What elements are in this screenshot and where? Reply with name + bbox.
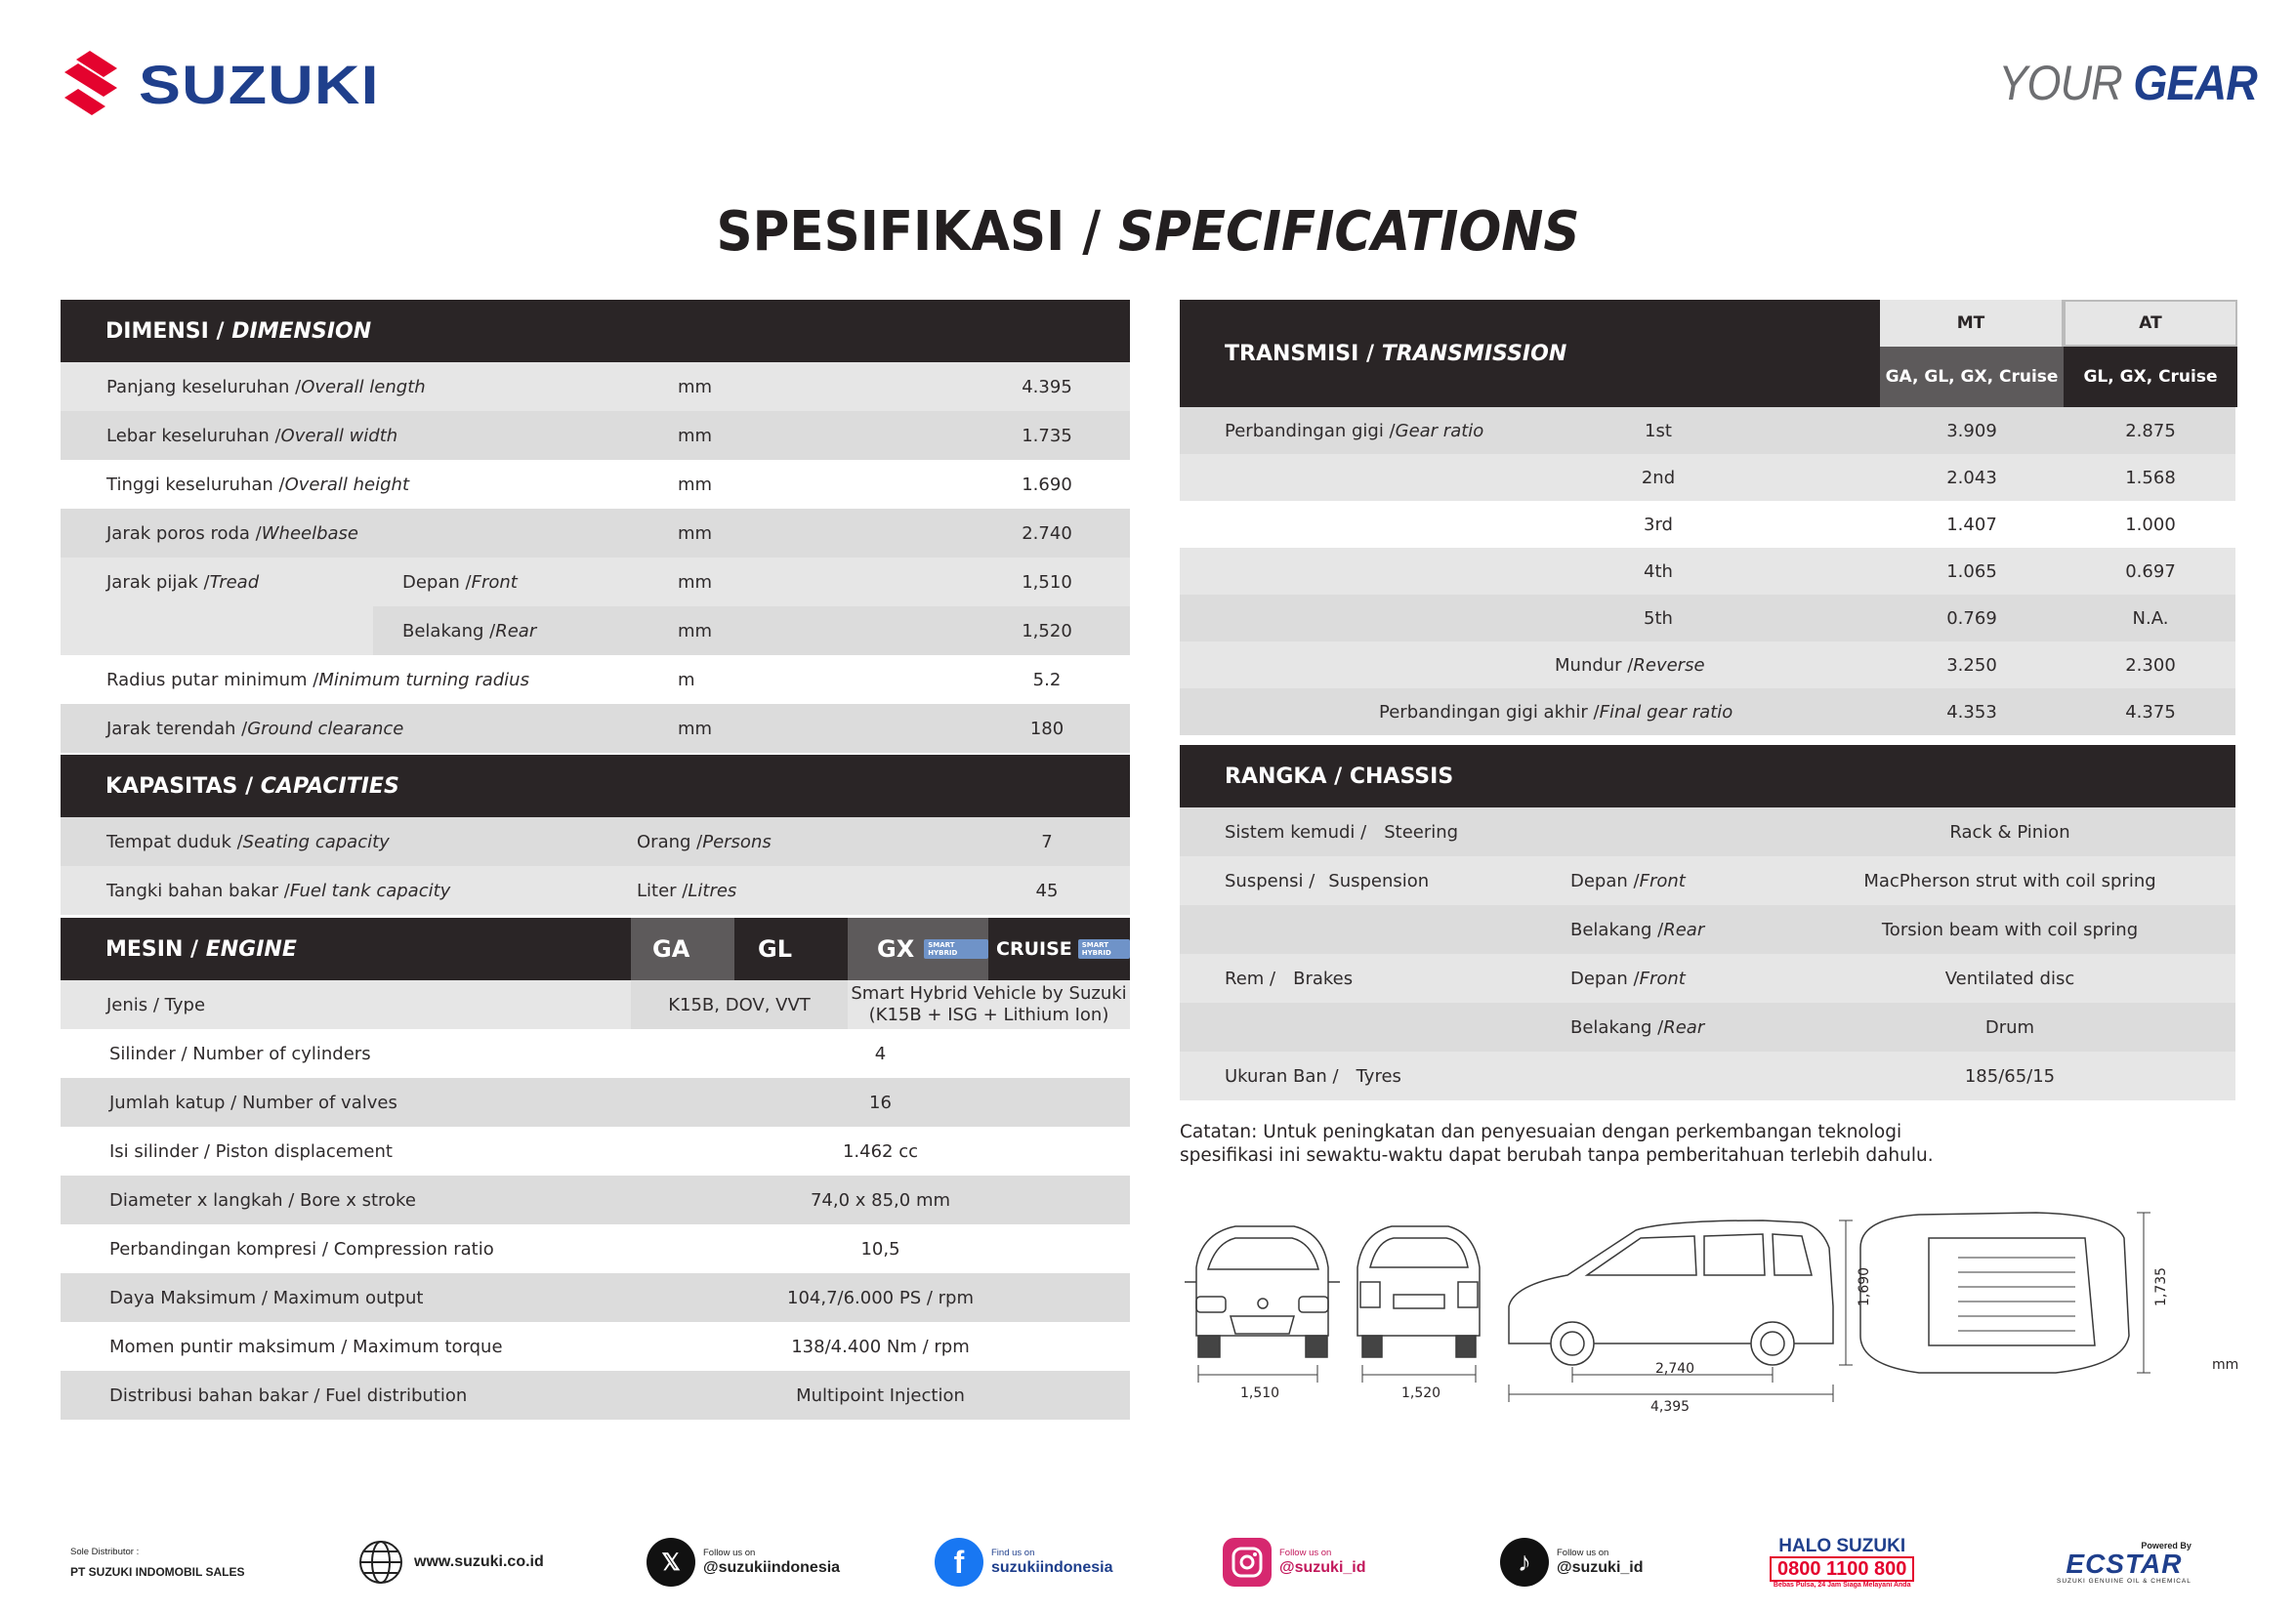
page-title-id: SPESIFIKASI / xyxy=(716,200,1118,264)
ig-texts xyxy=(1279,1548,1366,1577)
at-value: 1.568 xyxy=(2125,467,2176,488)
footnote-line: Catatan: Untuk peningkatan dan penyesuaian dengan perkembangan teknologi xyxy=(1180,1122,1902,1142)
table-row xyxy=(1180,454,2235,501)
capacities-table xyxy=(61,817,1130,915)
website-text: www.suzuki.co.id xyxy=(414,1553,544,1570)
table-row xyxy=(373,606,1130,655)
tagline-your: YOUR xyxy=(1998,56,2122,110)
dimension-header xyxy=(61,300,1130,362)
row-value: Multipoint Injection xyxy=(796,1385,965,1406)
row-value: 1.690 xyxy=(1022,474,1072,495)
row-value: MacPherson strut with coil spring xyxy=(1863,870,2156,891)
fb-texts xyxy=(991,1548,1112,1577)
row-value: K15B, DOV, VVT xyxy=(668,994,811,1015)
table-row xyxy=(61,411,1130,460)
brand-wordmark: SUZUKI xyxy=(139,54,380,115)
ig-label: Follow us on xyxy=(1279,1548,1332,1558)
row-value: 180 xyxy=(1029,718,1065,739)
table-row xyxy=(1180,807,2235,856)
row-value: 4.395 xyxy=(1022,376,1072,397)
facebook-link[interactable] xyxy=(935,1533,1112,1591)
mt-value: 1.065 xyxy=(1946,560,1997,582)
row-unit: Orang / Persons xyxy=(637,831,772,852)
engine-title: MESIN / ENGINE xyxy=(105,936,297,962)
engine-table xyxy=(61,980,1130,1420)
row-value: 1.735 xyxy=(1022,425,1072,446)
tiktok-link[interactable] xyxy=(1500,1533,1644,1591)
table-row xyxy=(1180,407,2235,454)
side-view-drawing xyxy=(1509,1220,1833,1365)
at-value: 0.697 xyxy=(2125,560,2176,582)
dimension-table xyxy=(61,362,1130,753)
ecstar-sub: SUZUKI GENUINE OIL & CHEMICAL xyxy=(2057,1577,2192,1585)
halo-number: 0800 1100 800 xyxy=(1770,1556,1914,1582)
transmission-table xyxy=(1180,407,2235,745)
engine-type-cell xyxy=(631,980,848,1029)
row-label: Momen puntir maksimum / Maximum torque xyxy=(109,1336,503,1357)
dimension-title-en: DIMENSION xyxy=(231,318,372,344)
x-texts xyxy=(703,1548,840,1577)
at-value: 2.875 xyxy=(2125,420,2176,441)
dim-unit: mm xyxy=(2212,1357,2239,1373)
table-row xyxy=(1180,1052,2235,1100)
row-label: Tangki bahan bakar / Fuel tank capacity xyxy=(106,880,451,901)
grades-at: GL, GX, Cruise xyxy=(2064,347,2237,407)
row-value: Torsion beam with coil spring xyxy=(1881,919,2139,940)
mt-value: 0.769 xyxy=(1946,607,1997,629)
row-label: Lebar keseluruhan / Overall width xyxy=(106,425,398,446)
table-row xyxy=(61,655,1130,704)
tagline-gear: GEAR xyxy=(2133,56,2257,110)
table-row xyxy=(1180,856,2235,905)
mt-value: 3.909 xyxy=(1946,420,1997,441)
table-row xyxy=(61,1176,1130,1224)
gear-name: 5th xyxy=(1644,607,1673,629)
rear-view-drawing xyxy=(1357,1226,1480,1357)
website-link[interactable] xyxy=(357,1533,544,1591)
row-sublabel: Depan / Front xyxy=(1570,870,1686,891)
distributor-label: Sole Distributor : xyxy=(70,1547,140,1557)
footnote-line: spesifikasi ini sewaktu-waktu dapat berubah tanpa pemberitahuan terlebih dahulu. xyxy=(1180,1145,1934,1166)
top-view-drawing xyxy=(1860,1213,2129,1373)
mt-value: 4.353 xyxy=(1946,701,1997,723)
table-row xyxy=(1180,501,2235,548)
instagram-icon xyxy=(1223,1538,1272,1587)
col-mt: MT xyxy=(1880,300,2064,347)
table-row xyxy=(61,509,1130,558)
row-label: Jarak terendah / Ground clearance xyxy=(106,718,404,739)
row-label: Diameter x langkah / Bore x stroke xyxy=(109,1189,416,1211)
facebook-icon: f xyxy=(935,1538,983,1587)
mt-value: 2.043 xyxy=(1946,467,1997,488)
table-row xyxy=(61,1029,1130,1078)
table-row xyxy=(1180,905,2235,954)
row-unit: mm xyxy=(678,425,713,446)
grade-ga: GA xyxy=(631,918,734,980)
fb-handle: suzukiindonesia xyxy=(991,1559,1113,1576)
engine-type-cell xyxy=(848,980,1130,1029)
table-row xyxy=(61,1078,1130,1127)
table-row xyxy=(61,980,631,1029)
row-label: Isi silinder / Piston displacement xyxy=(109,1140,393,1162)
row-label: Radius putar minimum / Minimum turning radius xyxy=(106,669,529,690)
halo-suzuki-hotline[interactable] xyxy=(1770,1533,1914,1591)
row-label: Perbandingan gigi akhir / Final gear ratio xyxy=(1379,701,1733,723)
row-value: 138/4.400 Nm / rpm xyxy=(791,1336,970,1357)
at-value: 2.300 xyxy=(2125,654,2176,676)
ig-handle: @suzuki_id xyxy=(1279,1559,1366,1576)
row-value: 45 xyxy=(1035,880,1059,901)
row-value: 104,7/6.000 PS / rpm xyxy=(787,1287,974,1308)
page-title-en: SPECIFICATIONS xyxy=(1117,200,1580,264)
row-unit: mm xyxy=(678,474,713,495)
sole-distributor xyxy=(70,1533,244,1591)
row-label: Panjang keseluruhan / Overall length xyxy=(106,376,426,397)
row-sublabel: Belakang / Rear xyxy=(1570,1016,1705,1038)
dimension-title: DIMENSI / xyxy=(105,318,225,344)
table-row xyxy=(1180,595,2235,641)
row-label: Jarak pijak / Tread xyxy=(106,571,260,593)
table-row xyxy=(373,558,1130,606)
dim-wheelbase: 2,740 xyxy=(1655,1361,1695,1377)
table-row xyxy=(61,704,1130,753)
table-row xyxy=(1180,954,2235,1003)
instagram-link[interactable] xyxy=(1223,1533,1366,1591)
dim-width: 1,735 xyxy=(2153,1266,2169,1306)
row-label: Suspensi / Suspension xyxy=(1225,870,1430,891)
row-label: Perbandingan kompresi / Compression ratio xyxy=(109,1238,494,1260)
row-unit: mm xyxy=(678,376,713,397)
table-row xyxy=(61,1322,1130,1371)
col-at: AT xyxy=(2064,300,2237,347)
x-label: Follow us on xyxy=(703,1548,756,1558)
row-value: 16 xyxy=(869,1092,892,1113)
hybrid-badge: SMART HYBRID xyxy=(1078,939,1130,959)
row-value: Ventilated disc xyxy=(1944,968,2075,989)
engine-header xyxy=(61,918,1130,980)
table-row xyxy=(61,1371,1130,1420)
row-unit: mm xyxy=(678,571,713,593)
chassis-table xyxy=(1180,807,2235,1100)
dim-height: 1,690 xyxy=(1857,1266,1872,1306)
dim-front-tread: 1,510 xyxy=(1240,1385,1280,1401)
row-label: Silinder / Number of cylinders xyxy=(109,1043,371,1064)
table-row xyxy=(1180,1003,2235,1052)
grade-cruise: CRUISE SMART HYBRID xyxy=(988,918,1130,980)
row-sublabel: Belakang / Rear xyxy=(402,620,537,641)
hybrid-badge: SMART HYBRID xyxy=(924,939,988,959)
mt-value: 3.250 xyxy=(1946,654,1997,676)
at-value: 1.000 xyxy=(2125,514,2176,535)
row-value: 7 xyxy=(1041,831,1053,852)
chassis-title: RANGKA / CHASSIS xyxy=(1225,764,1454,789)
row-value: Drum xyxy=(1984,1016,2035,1038)
row-label: Tempat duduk / Seating capacity xyxy=(106,831,390,852)
table-row xyxy=(61,1273,1130,1322)
x-icon: 𝕏 xyxy=(647,1538,695,1587)
table-row xyxy=(61,362,1130,411)
distributor-name: PT SUZUKI INDOMOBIL SALES xyxy=(70,1565,245,1579)
gear-name: 4th xyxy=(1644,560,1673,582)
tiktok-icon: ♪ xyxy=(1500,1538,1549,1587)
x-social-link[interactable] xyxy=(647,1533,840,1591)
row-unit: mm xyxy=(678,522,713,544)
x-handle: @suzukiindonesia xyxy=(703,1559,841,1576)
gear-name: 2nd xyxy=(1641,467,1676,488)
row-unit: Liter / Litres xyxy=(637,880,737,901)
transmission-title: TRANSMISI / TRANSMISSION xyxy=(1180,300,1880,407)
capacities-title: KAPASITAS / xyxy=(105,773,254,799)
row-value: 5.2 xyxy=(1032,669,1062,690)
chassis-header xyxy=(1180,745,2235,807)
row-value: Smart Hybrid Vehicle by Suzuki (K15B + ISG + Lithium Ion) xyxy=(851,983,1127,1025)
transmission-header xyxy=(1180,300,2235,407)
table-row xyxy=(1180,641,2235,688)
table-row xyxy=(61,460,1130,509)
suzuki-s-icon xyxy=(57,51,125,115)
table-row xyxy=(61,866,1130,915)
tagline xyxy=(1999,55,2257,111)
row-sublabel: Depan / Front xyxy=(402,571,518,593)
vehicle-dimension-drawings xyxy=(1177,1209,2271,1414)
row-unit: mm xyxy=(678,620,713,641)
row-value: Rack & Pinion xyxy=(1949,821,2070,843)
gear-name: 3rd xyxy=(1644,514,1673,535)
capacities-header xyxy=(61,755,1130,817)
row-sublabel: Belakang / Rear xyxy=(1570,919,1705,940)
dim-rear-tread: 1,520 xyxy=(1401,1385,1441,1401)
row-unit: m xyxy=(678,669,695,690)
grades-mt: GA, GL, GX, Cruise xyxy=(1880,347,2064,407)
footnote xyxy=(1180,1121,2254,1168)
row-value: 2.740 xyxy=(1022,522,1072,544)
capacities-title-en: CAPACITIES xyxy=(260,773,399,799)
tt-handle: @suzuki_id xyxy=(1557,1559,1644,1576)
page-title xyxy=(92,200,2204,264)
gear-name: 1st xyxy=(1645,420,1672,441)
table-row xyxy=(1180,688,2235,735)
table-row xyxy=(1180,548,2235,595)
dim-length: 4,395 xyxy=(1650,1399,1691,1414)
row-value: 1,520 xyxy=(1022,620,1072,641)
row-label: Mundur / Reverse xyxy=(1555,654,1705,676)
at-value: N.A. xyxy=(2132,607,2169,629)
at-value: 4.375 xyxy=(2125,701,2176,723)
grade-gl: GL xyxy=(758,935,792,963)
halo-title: HALO SUZUKI xyxy=(1778,1535,1906,1556)
row-label: Rem / Brakes xyxy=(1225,968,1354,989)
suzuki-logo xyxy=(57,51,408,119)
row-value: 4 xyxy=(874,1043,887,1064)
fb-label: Find us on xyxy=(991,1548,1035,1558)
ecstar-logo xyxy=(2057,1533,2192,1591)
row-value: 1,510 xyxy=(1022,571,1072,593)
row-label: Sistem kemudi / Steering xyxy=(1225,821,1459,843)
tt-label: Follow us on xyxy=(1557,1548,1609,1558)
row-sublabel: Depan / Front xyxy=(1570,968,1686,989)
tt-texts xyxy=(1557,1548,1644,1577)
halo-sub: Bebas Pulsa, 24 Jam Siaga Melayani Anda xyxy=(1773,1581,1911,1589)
row-value: 185/65/15 xyxy=(1964,1065,2056,1087)
row-value: 1.462 cc xyxy=(842,1140,919,1162)
row-label: Ukuran Ban / Tyres xyxy=(1225,1065,1401,1087)
ecstar-powered: Powered By xyxy=(2141,1540,2192,1550)
table-row xyxy=(61,1224,1130,1273)
table-row xyxy=(61,1127,1130,1176)
globe-icon xyxy=(357,1539,404,1586)
row-label: Daya Maksimum / Maximum output xyxy=(109,1287,424,1308)
row-label: Distribusi bahan bakar / Fuel distribution xyxy=(109,1385,468,1406)
ecstar-name: ECSTAR xyxy=(2066,1548,2183,1579)
row-label: Jumlah katup / Number of valves xyxy=(109,1092,397,1113)
table-row xyxy=(61,817,1130,866)
front-view-drawing xyxy=(1185,1226,1340,1357)
row-value: 10,5 xyxy=(860,1238,900,1260)
mt-value: 1.407 xyxy=(1946,514,1997,535)
row-label: Jarak poros roda / Wheelbase xyxy=(106,522,358,544)
row-unit: mm xyxy=(678,718,713,739)
row-label: Perbandingan gigi / Gear ratio xyxy=(1225,420,1484,441)
row-label: Tinggi keseluruhan / Overall height xyxy=(106,474,410,495)
row-value: 74,0 x 85,0 mm xyxy=(810,1189,951,1211)
row-label: Jenis / Type xyxy=(106,994,206,1015)
grade-gx: GX SMART HYBRID xyxy=(848,918,988,980)
